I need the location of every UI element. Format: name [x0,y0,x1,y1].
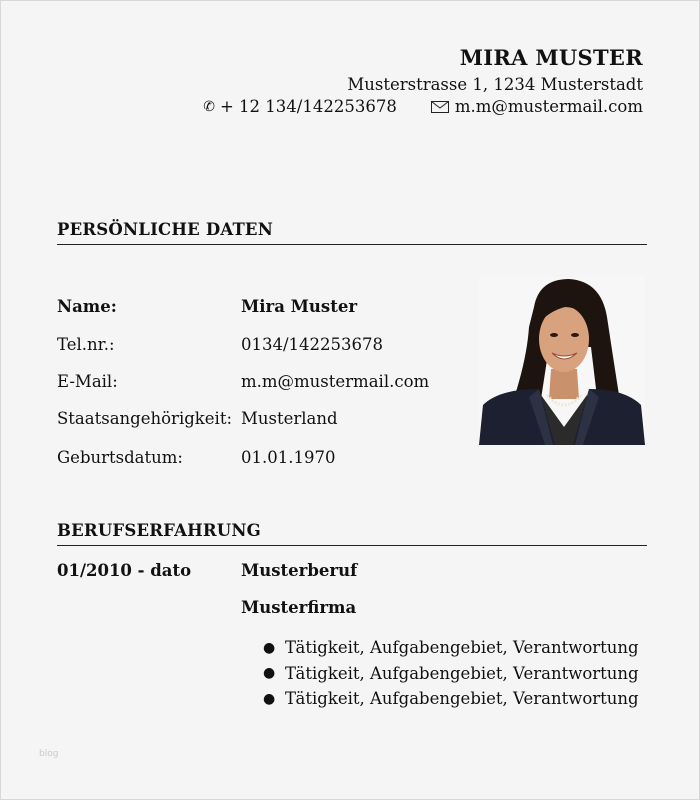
phone-contact [203,96,397,118]
personal-row-nationality [57,409,338,428]
personal-row-email [57,372,429,391]
phone-icon: ✆ [203,99,215,115]
section-title-personal: PERSÖNLICHE DATEN [57,220,647,245]
personal-row-birthdate [57,448,335,467]
email-address: m.m@mustermail.com [454,97,643,116]
row-label: E-Mail: [57,372,118,391]
row-value: Musterland [241,409,338,428]
list-item [263,635,639,661]
bullet-icon: ● [263,665,276,682]
row-label: Name: [57,297,117,316]
portrait-photo [479,277,645,445]
applicant-address: Musterstrasse 1, 1234 Musterstadt [347,75,643,94]
personal-row-name [57,297,357,316]
row-label: Geburtsdatum: [57,448,183,467]
task-list [263,635,639,712]
list-item [263,661,639,687]
applicant-name: MIRA MUSTER [459,45,643,70]
job-position: Musterberuf [241,561,358,580]
watermark: blog [39,749,59,759]
row-value: Mira Muster [241,297,358,316]
row-value: 01.01.1970 [241,448,336,467]
job-date: 01/2010 - dato [57,561,192,580]
row-label: Tel.nr.: [57,335,115,354]
section-title-experience: BERUFSERFAHRUNG [57,521,647,546]
task-text: Tätigkeit, Aufgabengebiet, Verantwortung [285,663,639,683]
email-contact [431,96,643,118]
task-text: Tätigkeit, Aufgabengebiet, Verantwortung [285,638,639,658]
bullet-icon: ● [263,690,276,707]
row-value: 0134/142253678 [241,335,384,354]
task-text: Tätigkeit, Aufgabengebiet, Verantwortung [285,689,639,709]
row-label: Staatsangehörigkeit: [57,409,233,428]
list-item [263,686,639,712]
cv-header [203,45,643,118]
phone-number: + 12 134/142253678 [219,97,397,116]
personal-row-phone [57,335,383,354]
row-value: m.m@mustermail.com [241,372,430,391]
job-company: Musterfirma [241,598,357,617]
contact-line [203,96,643,118]
bullet-icon: ● [263,639,276,656]
envelope-icon [431,101,449,113]
